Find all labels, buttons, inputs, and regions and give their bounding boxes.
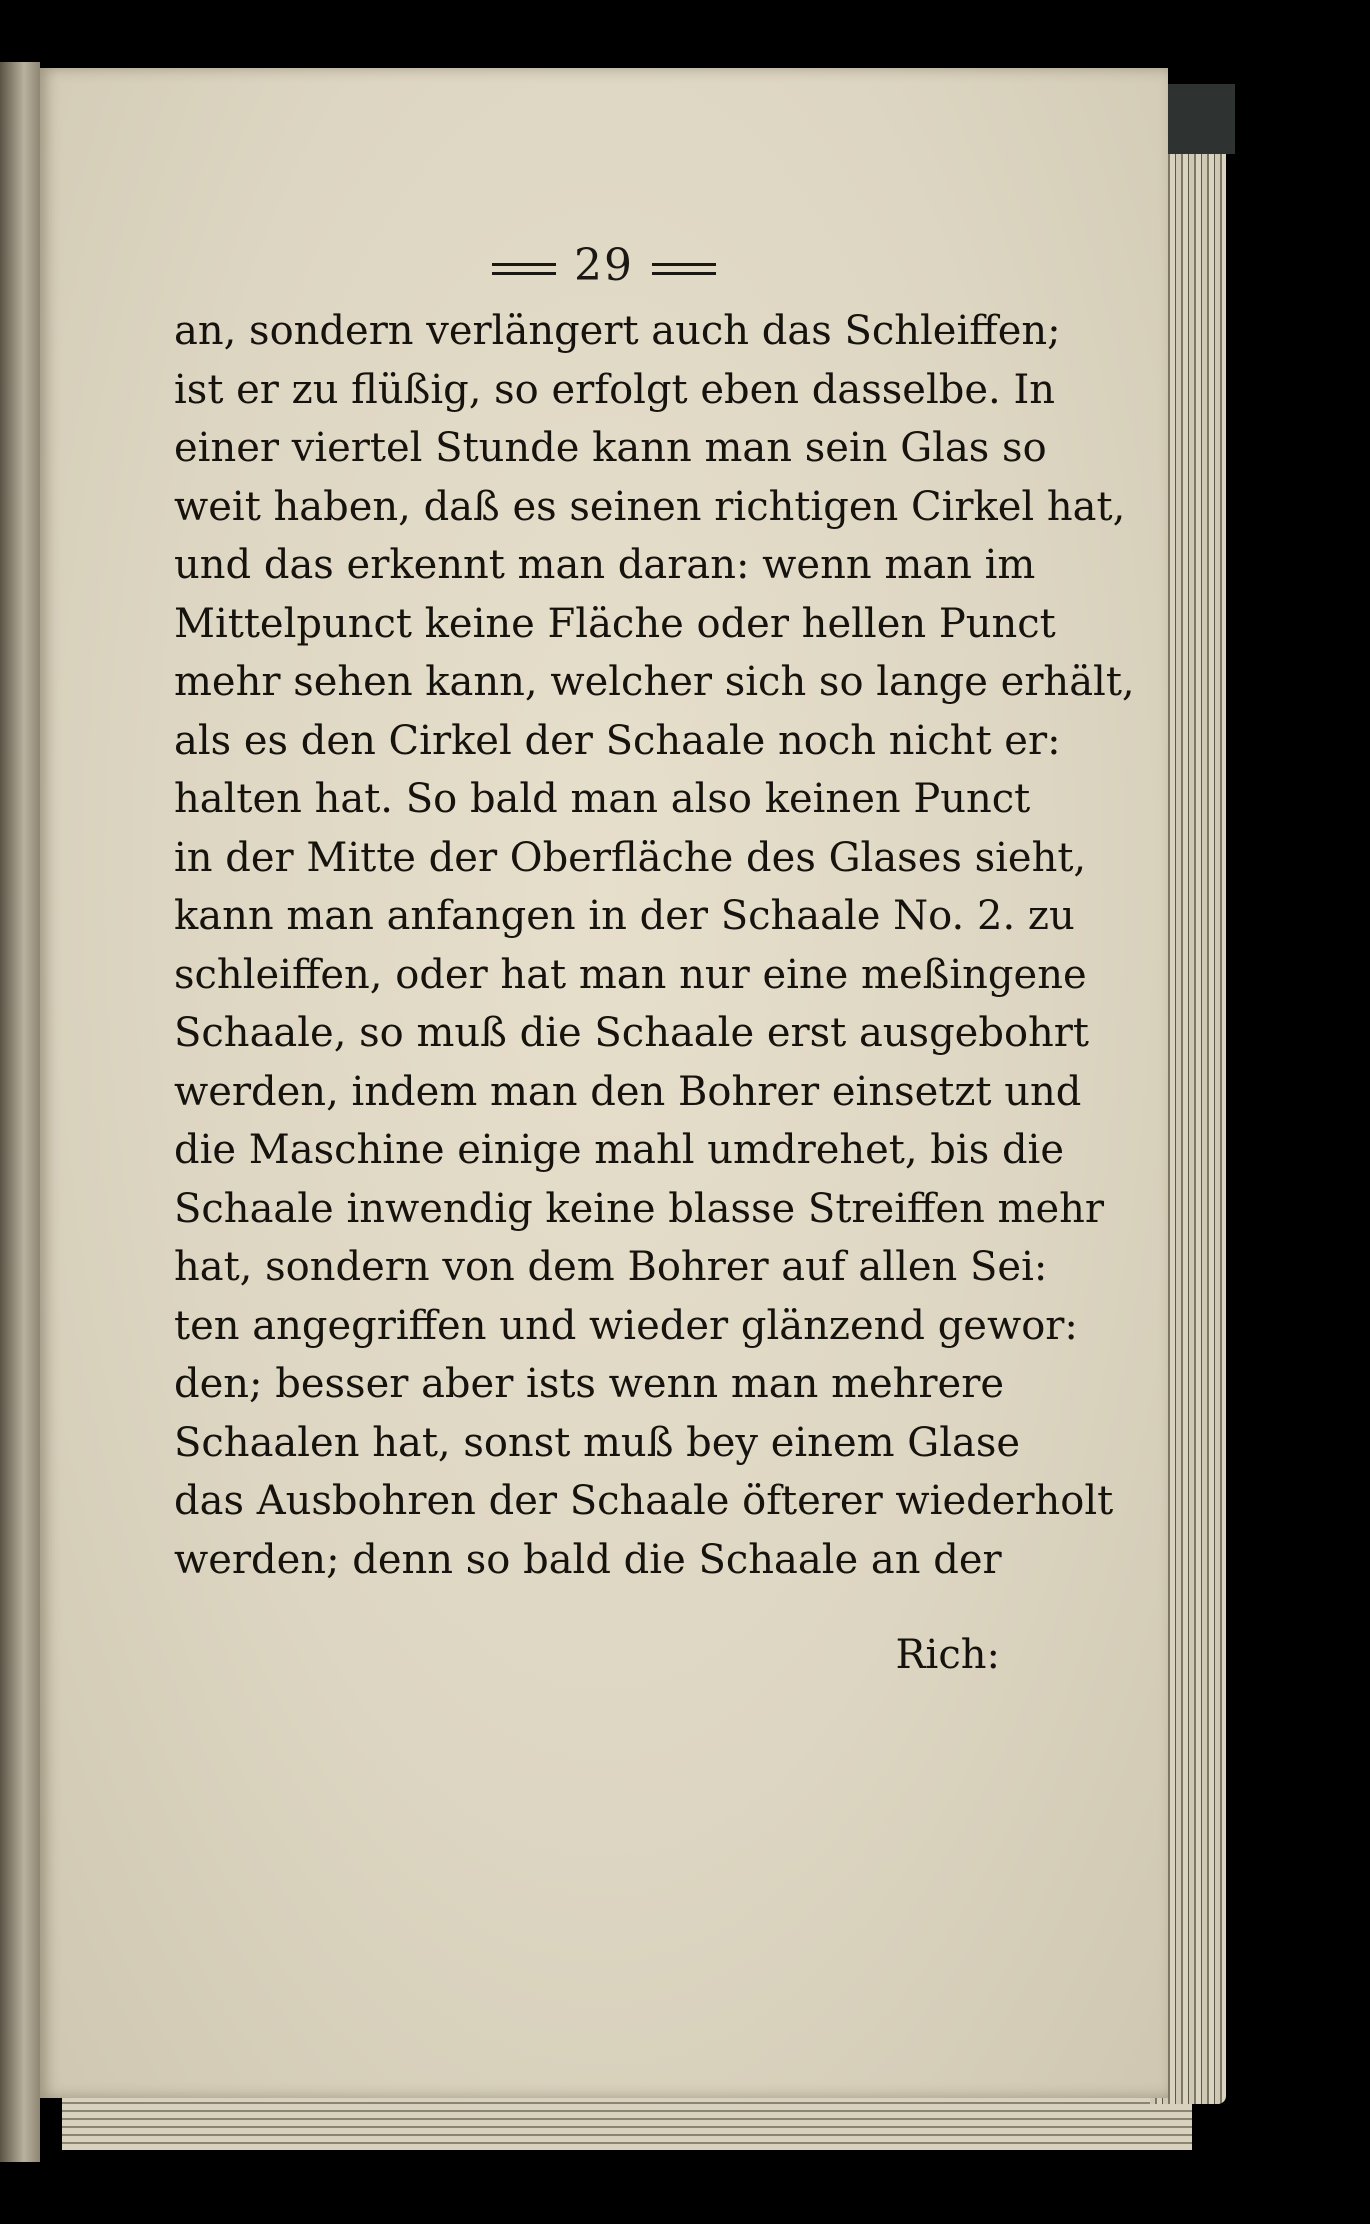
text-line: kann man anfangen in der Schaale No. 2. zu: [174, 893, 1075, 939]
facing-page-edge: [0, 62, 40, 2162]
text-line: einer viertel Stunde kann man sein Glas so: [174, 425, 1047, 471]
text-line: weit haben, daß es seinen richtigen Cirkel hat,: [174, 483, 1126, 530]
text-line: Mittelpunct keine Fläche oder hellen Punct: [174, 600, 1056, 647]
text-line: als es den Cirkel der Schaale noch nicht er:: [174, 717, 1061, 764]
text-line: in der Mitte der Oberfläche des Glases sieht,: [174, 834, 1087, 881]
text-line: Schaalen hat, sonst muß bey einem Glase: [174, 1419, 1021, 1466]
text-line: werden; denn so bald die Schaale an der: [174, 1536, 1002, 1583]
header-rule-left: [492, 263, 556, 275]
text-line: den; besser aber ists wenn man mehrere: [174, 1361, 1005, 1407]
text-line: die Maschine einige mahl umdrehet, bis die: [174, 1127, 1065, 1173]
book-page: [40, 68, 1168, 2098]
text-line: ist er zu flüßig, so erfolgt eben dasselbe. In: [174, 366, 1056, 413]
body-text: [174, 302, 1135, 1589]
book-cover-corner: [1165, 84, 1235, 154]
text-line: schleiffen, oder hat man nur eine meßingene: [174, 951, 1087, 998]
text-line: mehr sehen kann, welcher sich so lange erhält,: [174, 659, 1135, 705]
page-header: [40, 240, 1168, 291]
text-line: das Ausbohren der Schaale öfterer wiederholt: [174, 1478, 1114, 1524]
text-line: und das erkennt man daran: wenn man im: [174, 542, 1036, 588]
text-line: werden, indem man den Bohrer einsetzt und: [174, 1068, 1082, 1115]
text-line: Schaale, so muß die Schaale erst ausgebohrt: [174, 1010, 1089, 1056]
text-line: Schaale inwendig keine blasse Streiffen mehr: [174, 1185, 1105, 1232]
header-rule-right: [652, 263, 716, 275]
text-line: ten angegriffen und wieder glänzend gewor:: [174, 1302, 1078, 1349]
text-line: halten hat. So bald man also keinen Punct: [174, 776, 1031, 822]
page-number: 29: [574, 240, 634, 291]
text-line: hat, sondern von dem Bohrer auf allen Sei:: [174, 1244, 1048, 1290]
text-line: an, sondern verlängert auch das Schleiffen;: [174, 308, 1061, 354]
catchword: Rich:: [895, 1632, 1000, 1678]
